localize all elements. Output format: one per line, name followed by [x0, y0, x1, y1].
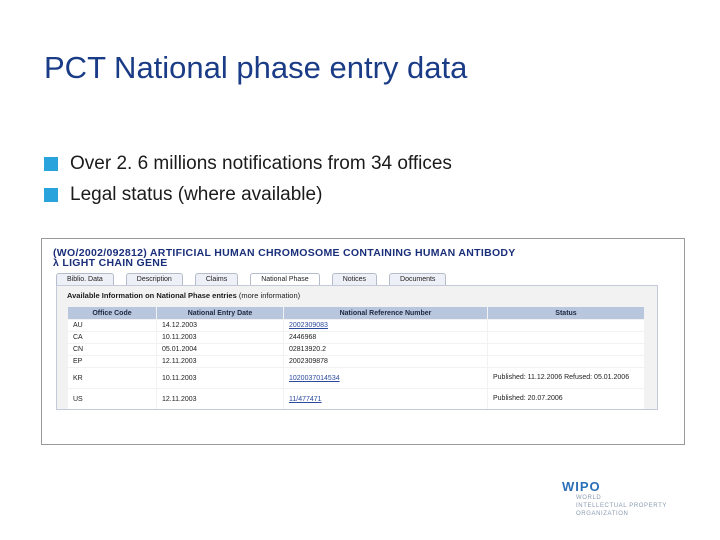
wipo-logo-text: WIPO [562, 479, 601, 494]
bullet-item [44, 179, 452, 210]
entry-date-cell: 05.01.2004 [157, 344, 283, 355]
patent-title-line1: (WO/2002/092812) ARTIFICIAL HUMAN CHROMOSOME CONTAINING HUMAN ANTIBODY [53, 247, 516, 259]
tab-biblio-data[interactable]: Biblio. Data [56, 273, 114, 285]
column-header-status: Status [488, 307, 644, 319]
entry-date-cell: 10.11.2003 [157, 368, 283, 388]
reference-number-cell: 2002309878 [284, 356, 487, 367]
entry-date-cell: 10.11.2003 [157, 332, 283, 343]
bullet-square-icon [44, 188, 58, 202]
table-row [68, 368, 644, 388]
tab-description[interactable]: Description [126, 273, 183, 285]
available-info-label: Available Information on National Phase entries [67, 291, 237, 300]
column-header-office-code: Office Code [68, 307, 156, 319]
status-cell [488, 320, 644, 331]
status-cell: Published: 20.07.2006 [488, 389, 644, 409]
patent-title-line2: λ LIGHT CHAIN GENE [53, 257, 168, 269]
office-code-cell: US [68, 389, 156, 409]
wipo-logo-line3: ORGANIZATION [576, 511, 629, 517]
status-cell: Published: 11.12.2006 Refused: 05.01.2006 [488, 368, 644, 388]
bullet-list [44, 148, 452, 210]
national-phase-panel [56, 285, 658, 410]
office-code-cell: EP [68, 356, 156, 367]
status-cell [488, 332, 644, 343]
bullet-text: Over 2. 6 millions notifications from 34 offices [70, 152, 452, 174]
column-header-entry-date: National Entry Date [157, 307, 283, 319]
status-cell [488, 344, 644, 355]
bullet-square-icon [44, 157, 58, 171]
table-row [68, 332, 644, 343]
column-header-reference-number: National Reference Number [284, 307, 487, 319]
bullet-text: Legal status (where available) [70, 183, 323, 205]
office-code-cell: KR [68, 368, 156, 388]
tab-national-phase[interactable]: National Phase [250, 273, 319, 285]
entry-date-cell: 14.12.2003 [157, 320, 283, 331]
table-row [68, 344, 644, 355]
entry-date-cell: 12.11.2003 [157, 389, 283, 409]
more-information-link[interactable]: (more information) [238, 291, 301, 300]
office-code-cell: CN [68, 344, 156, 355]
table-row [68, 356, 644, 367]
reference-number-cell: 2446968 [284, 332, 487, 343]
office-code-cell: CA [68, 332, 156, 343]
bullet-item [44, 148, 452, 179]
reference-number-cell: 02813920.2 [284, 344, 487, 355]
slide-title: PCT National phase entry data [44, 50, 468, 85]
reference-number-link[interactable]: 2002309083 [284, 320, 487, 331]
tab-bar [56, 273, 458, 285]
tab-documents[interactable]: Documents [389, 273, 446, 285]
entry-date-cell: 12.11.2003 [157, 356, 283, 367]
office-code-cell: AU [68, 320, 156, 331]
table-row [68, 389, 644, 409]
tab-claims[interactable]: Claims [195, 273, 238, 285]
wipo-logo [562, 479, 667, 518]
table-row [68, 320, 644, 331]
status-cell [488, 356, 644, 367]
reference-number-link[interactable]: 1020037014534 [284, 368, 487, 388]
patent-title [53, 248, 516, 268]
national-phase-table [67, 306, 645, 410]
wipo-logo-line2: INTELLECTUAL PROPERTY [576, 503, 667, 509]
table-header-row [68, 307, 644, 319]
reference-number-link[interactable]: 11/477471 [284, 389, 487, 409]
patentscope-screenshot [41, 238, 685, 445]
available-info-heading [67, 291, 300, 300]
wipo-logo-line1: WORLD [576, 495, 602, 501]
tab-notices[interactable]: Notices [332, 273, 377, 285]
